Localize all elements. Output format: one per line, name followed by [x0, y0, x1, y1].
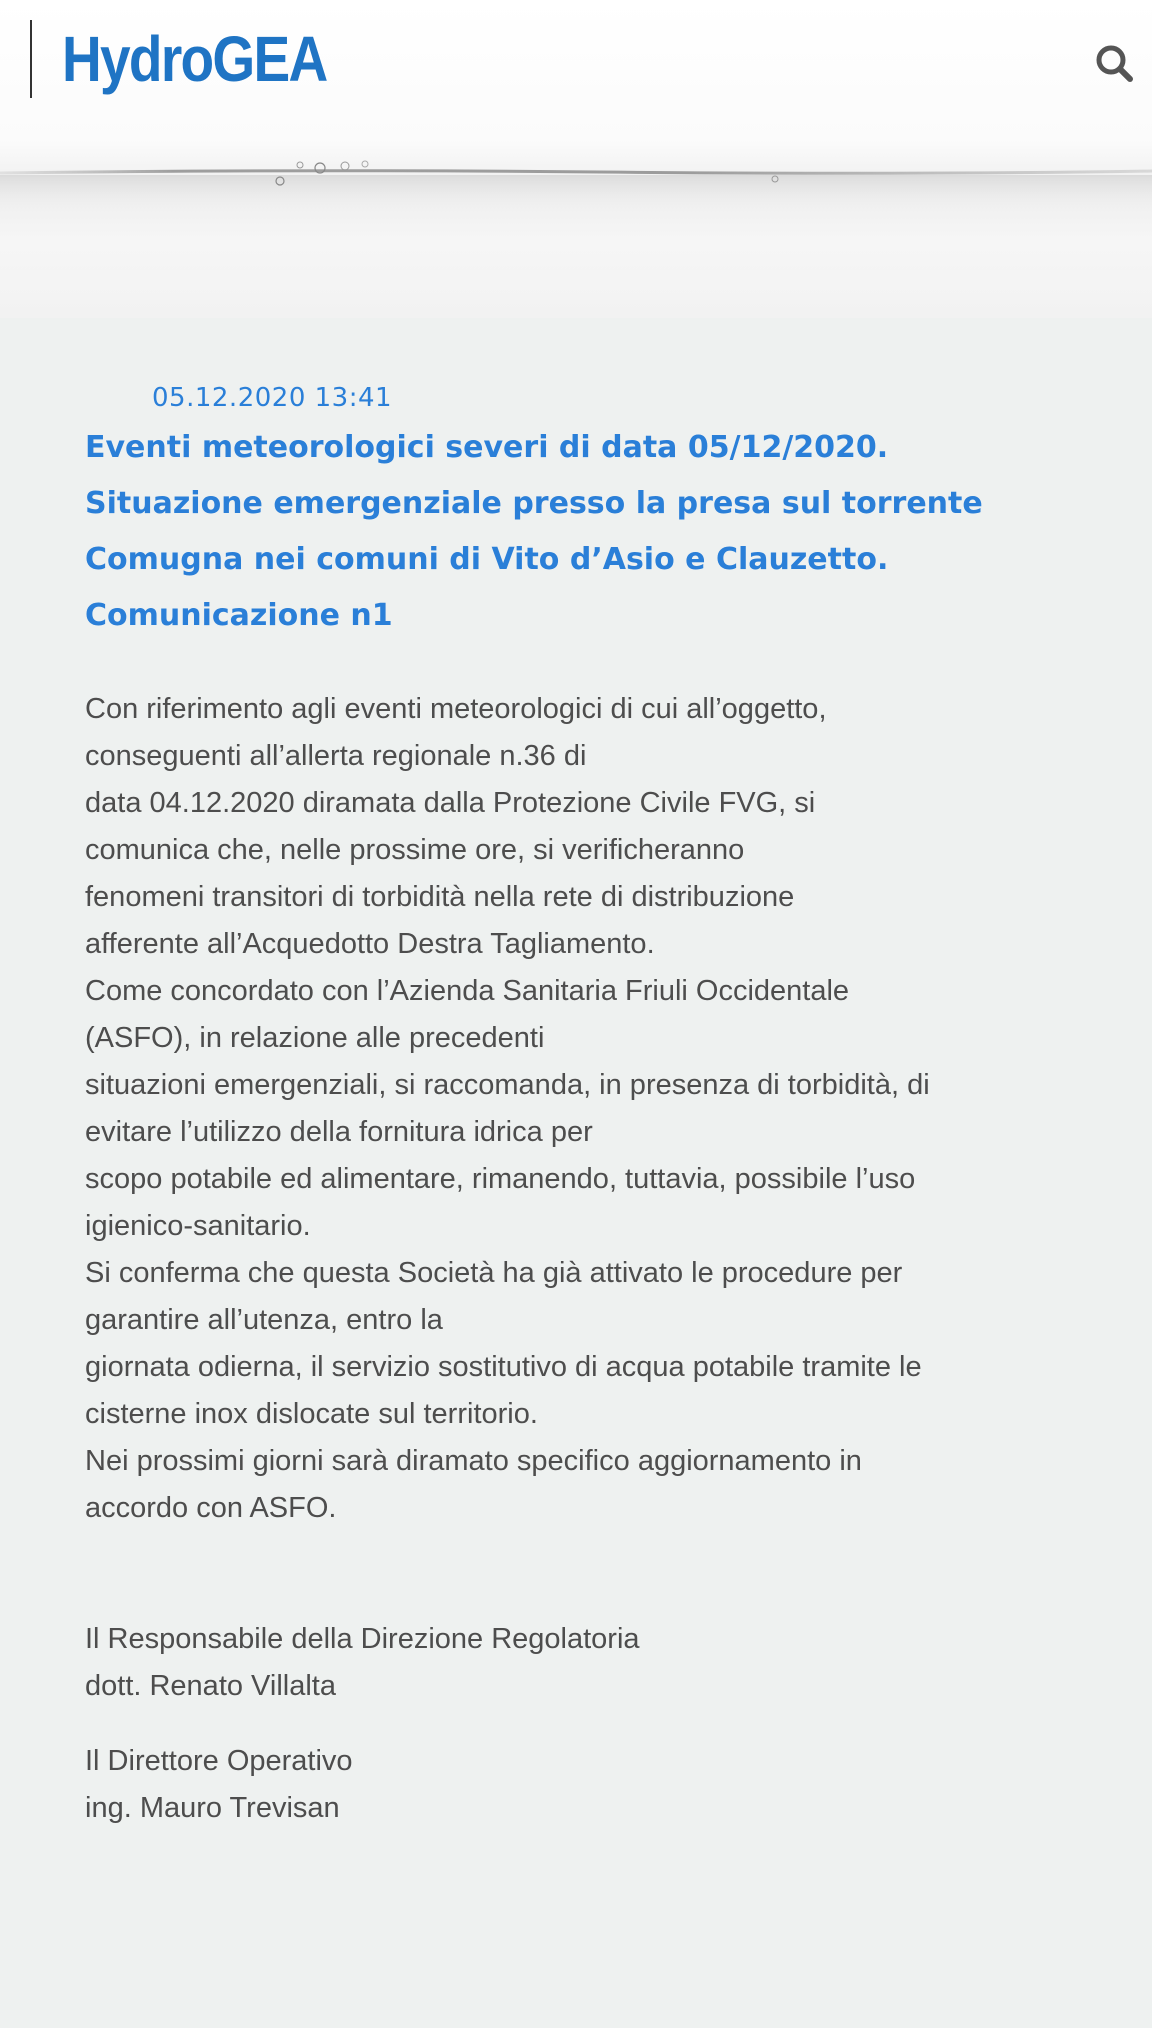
body-line: (ASFO), in relazione alle precedenti [85, 1022, 545, 1054]
body-line: comunica che, nelle prossime ore, si verificheranno [85, 834, 745, 866]
body-line: cisterne inox dislocate sul territorio. [85, 1398, 538, 1430]
hydrogea-logo[interactable]: HydroGEA [62, 23, 327, 95]
site-header [0, 0, 1152, 318]
signature-name: dott. Renato Villalta [85, 1670, 336, 1702]
brand-divider [30, 20, 32, 98]
body-line: Si conferma che questa Società ha già attivato le procedure per [85, 1257, 903, 1289]
signature-regulatory [85, 1616, 1095, 1710]
article-body [85, 686, 1085, 1532]
signature-role: Il Responsabile della Direzione Regolatoria [85, 1623, 640, 1655]
body-line: fenomeni transitori di torbidità nella rete di distribuzione [85, 881, 795, 913]
news-article [85, 376, 1095, 1832]
body-line: scopo potabile ed alimentare, rimanendo, tuttavia, possibile l’uso [85, 1163, 916, 1195]
signature-operations [85, 1738, 1095, 1832]
body-line: data 04.12.2020 diramata dalla Protezione Civile FVG, si [85, 787, 816, 819]
article-date: 05.12.2020 13:41 [152, 383, 393, 413]
body-line: garantire all’utenza, entro la [85, 1304, 443, 1336]
water-surface-banner [0, 155, 1152, 215]
search-button[interactable] [1090, 40, 1140, 90]
body-line: Come concordato con l’Azienda Sanitaria Friuli Occidentale [85, 975, 850, 1007]
body-line: evitare l’utilizzo della fornitura idrica per [85, 1116, 593, 1148]
body-line: conseguenti all’allerta regionale n.36 di [85, 740, 587, 772]
article-title: Eventi meteorologici severi di data 05/12/2020. Situazione emergenziale presso la presa sul torrente Comugna nei comuni di Vito d’Asio e Clauzetto. Comunicazione n1 [85, 430, 983, 633]
body-line: igienico-sanitario. [85, 1210, 311, 1242]
signature-role: Il Direttore Operativo [85, 1745, 353, 1777]
body-line: Con riferimento agli eventi meteorologici di cui all’oggetto, [85, 693, 827, 725]
search-icon [1090, 40, 1140, 90]
body-line: Nei prossimi giorni sarà diramato specifico aggiornamento in [85, 1445, 862, 1477]
body-line: afferente all’Acquedotto Destra Tagliamento. [85, 928, 655, 960]
body-line: giornata odierna, il servizio sostitutivo di acqua potabile tramite le [85, 1351, 922, 1383]
signature-name: ing. Mauro Trevisan [85, 1792, 340, 1824]
body-line: situazioni emergenziali, si raccomanda, in presenza di torbidità, di [85, 1069, 930, 1101]
body-line: accordo con ASFO. [85, 1492, 337, 1524]
